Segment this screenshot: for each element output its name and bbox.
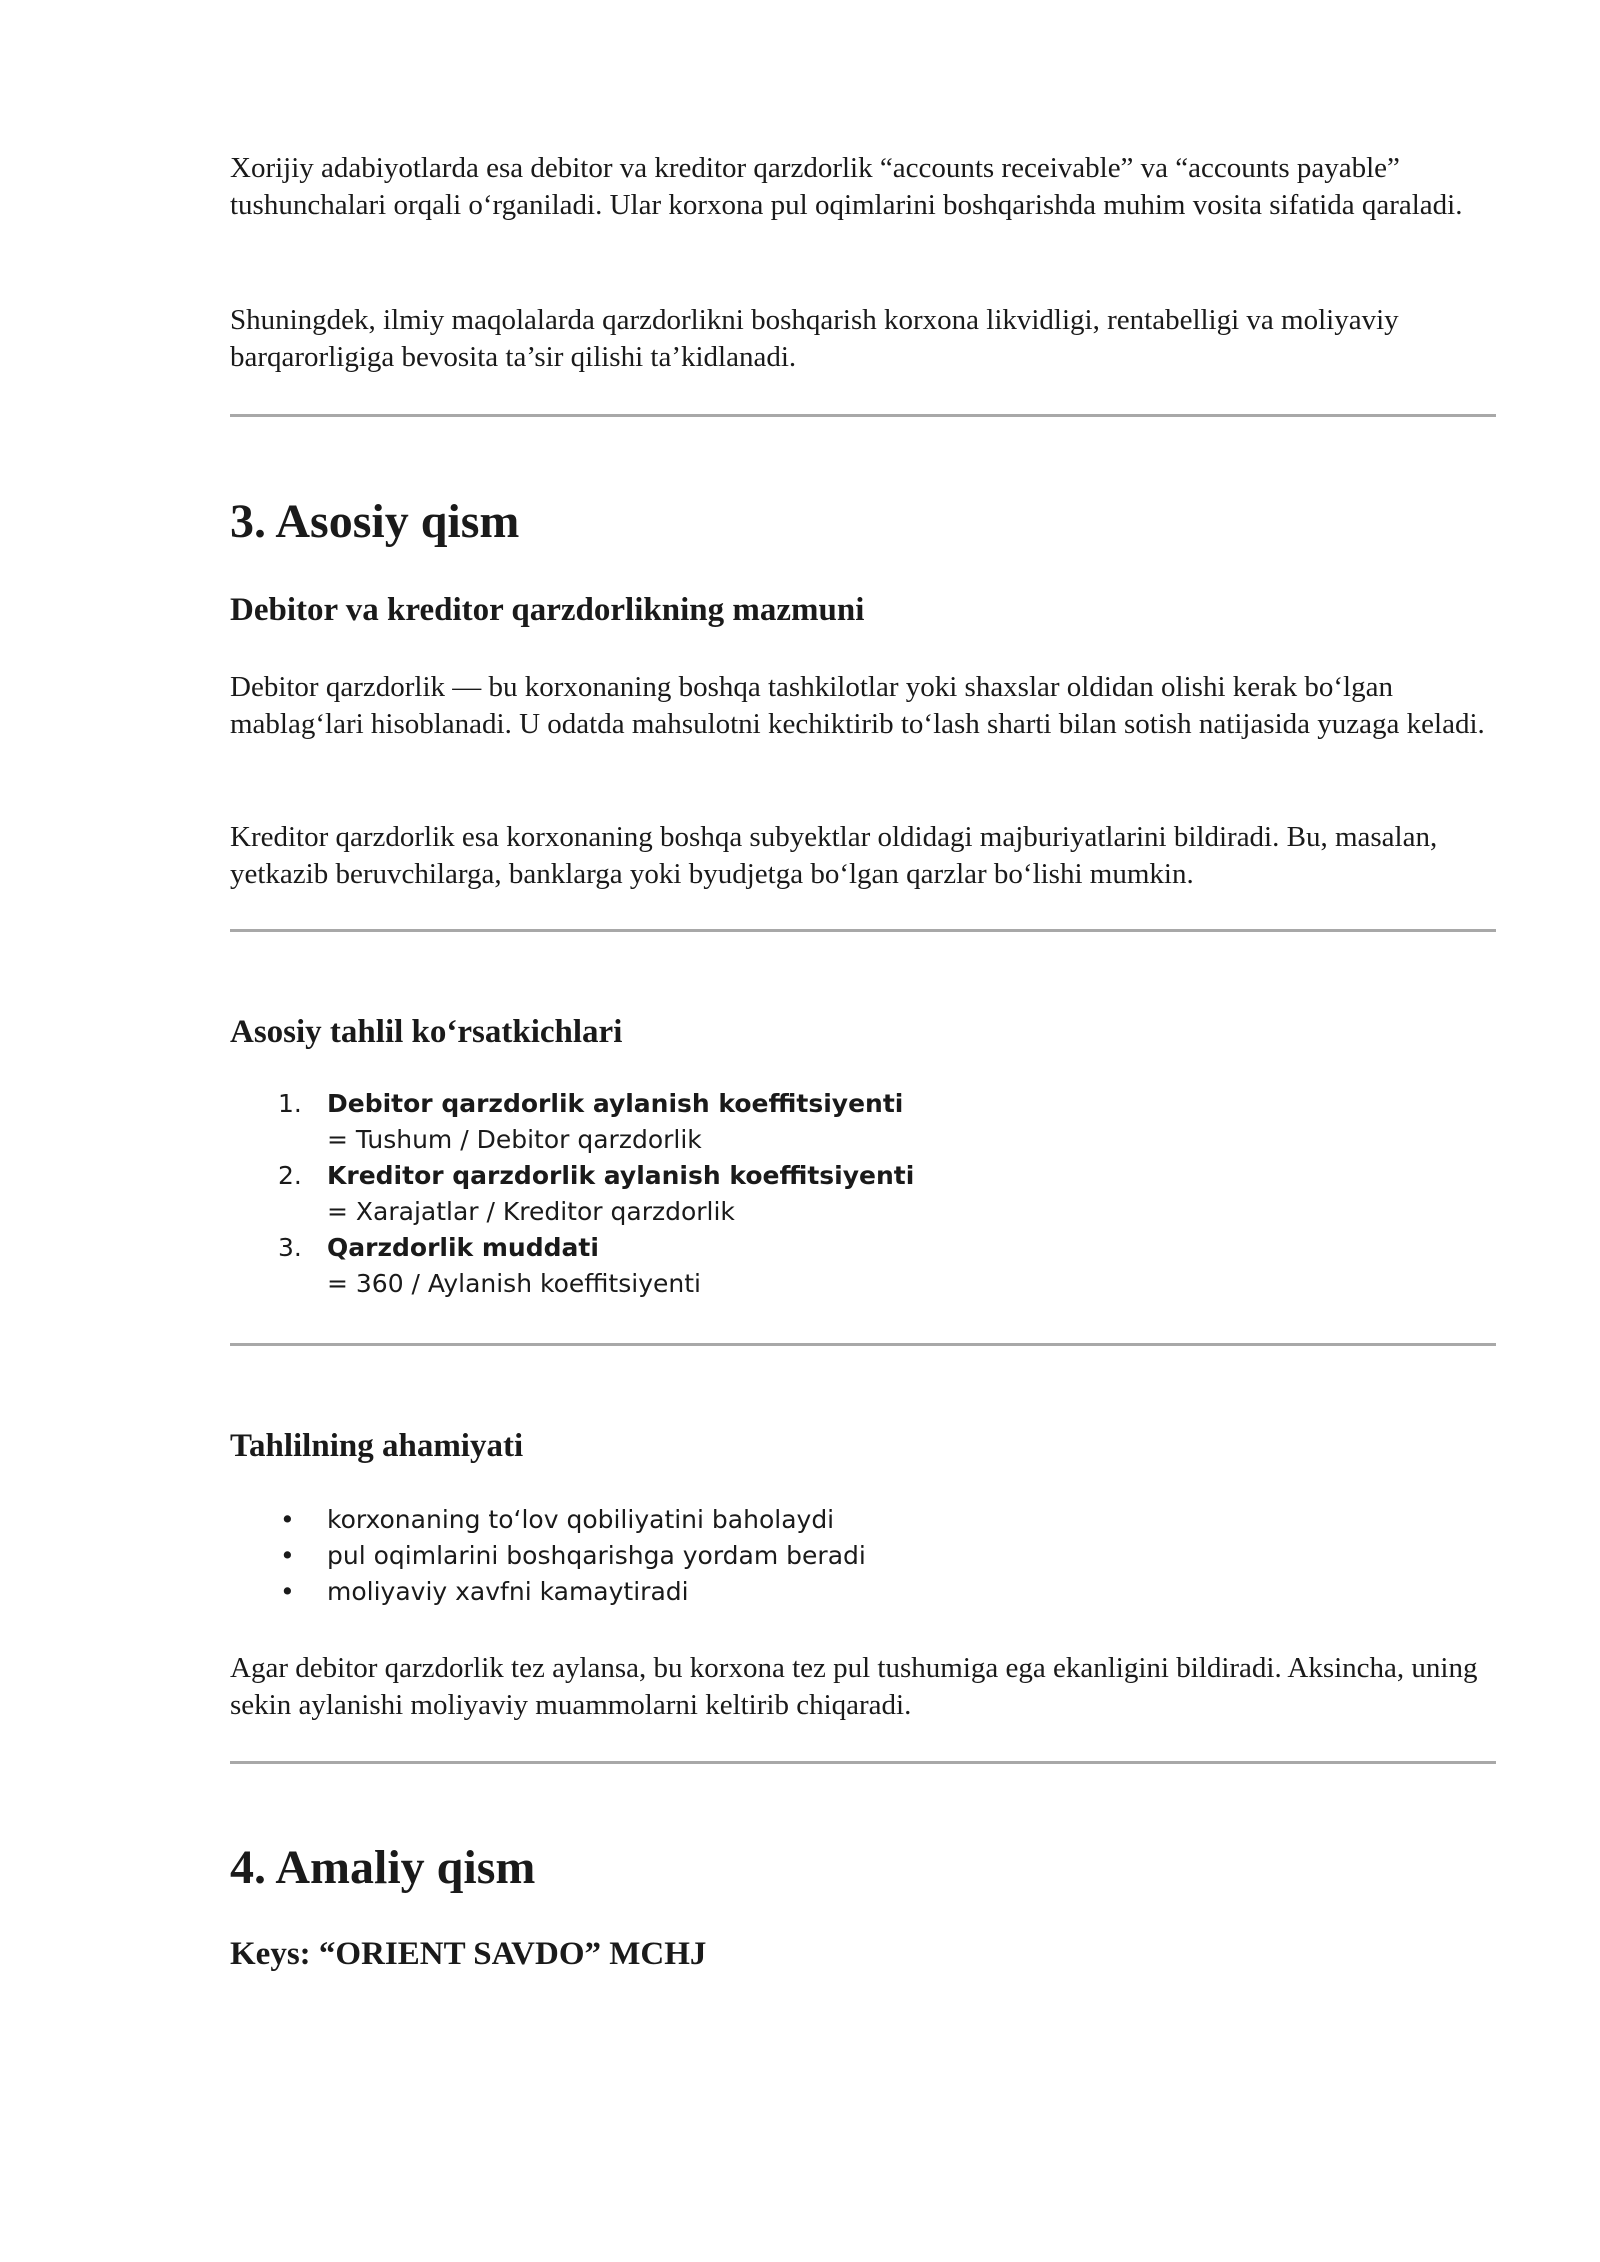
case-title: Keys: “ORIENT SAVDO” MCHJ	[230, 1936, 707, 1972]
list-item-number: 1.	[278, 1089, 302, 1118]
section-3-title: 3. Asosiy qism	[230, 495, 520, 548]
indicators-list	[230, 1086, 1430, 1302]
divider	[230, 1343, 1496, 1346]
intro-paragraph-2	[230, 302, 1500, 376]
intro-paragraph-2-text: Shuningdek, ilmiy maqolalarda qarzdorlikni boshqarish korxona likvidligi, rentabelligi va moliyaviy barqarorligiga bevosita ta’sir qilishi ta’kidlanadi.	[230, 304, 1399, 373]
debitor-paragraph-text: Debitor qarzdorlik — bu korxonaning boshqa tashkilotlar yoki shaxslar oldidan olishi kerak bo‘lgan mablag‘lari hisoblanadi. U odatda mahsulotni kechiktirib to‘lash sharti bilan sotish natijasida yuzaga keladi.	[230, 671, 1485, 740]
divider	[230, 929, 1496, 932]
intro-paragraph-1-text: Xorijiy adabiyotlarda esa debitor va kreditor qarzdorlik “accounts receivable” va “accounts payable” tushunchalari orqali o‘rganiladi. Ular korxona pul oqimlarini boshqarishda muhim vosita sifatida qaraladi.	[230, 152, 1463, 221]
subsection-heading-ahamiyati	[230, 1426, 1500, 1466]
bullet-icon: •	[280, 1577, 295, 1606]
list-item-name: Debitor qarzdorlik aylanish koeffitsiyenti	[327, 1089, 904, 1118]
divider	[230, 414, 1496, 417]
list-item-number: 3.	[278, 1233, 302, 1262]
list-item	[230, 1502, 1430, 1538]
list-item-formula-row	[230, 1122, 1430, 1158]
intro-paragraph-1	[230, 150, 1500, 224]
bullet-icon: •	[280, 1541, 295, 1570]
list-item	[230, 1538, 1430, 1574]
subsection-title-korsatkichlar: Asosiy tahlil ko‘rsatkichlari	[230, 1014, 623, 1050]
list-item	[230, 1230, 1430, 1266]
list-item-name: Kreditor qarzdorlik aylanish koeffitsiyenti	[327, 1161, 915, 1190]
list-item	[230, 1574, 1430, 1610]
list-item-number: 2.	[278, 1161, 302, 1190]
list-item	[230, 1158, 1430, 1194]
subsection-heading-korsatkichlar	[230, 1012, 1500, 1052]
list-item-formula: = 360 / Aylanish koeffitsiyenti	[327, 1269, 701, 1298]
list-item-text: pul oqimlarini boshqarishga yordam beradi	[327, 1541, 866, 1570]
list-item-text: moliyaviy xavfni kamaytiradi	[327, 1577, 689, 1606]
list-item-formula: = Tushum / Debitor qarzdorlik	[327, 1125, 702, 1154]
subsection-heading-mazmuni	[230, 590, 1500, 630]
subsection-title-ahamiyati: Tahlilning ahamiyati	[230, 1428, 524, 1464]
conclusion-paragraph-text: Agar debitor qarzdorlik tez aylansa, bu korxona tez pul tushumiga ega ekanligini bildiradi. Aksincha, uning sekin aylanishi moliyaviy muammolarni keltirib chiqaradi.	[230, 1652, 1478, 1721]
kreditor-paragraph-text: Kreditor qarzdorlik esa korxonaning boshqa subyektlar oldidagi majburiyatlarini bildiradi. Bu, masalan, yetkazib beruvchilarga, banklarga yoki byudjetga bo‘lgan qarzlar bo‘lishi mumkin.	[230, 821, 1438, 890]
list-item	[230, 1086, 1430, 1122]
list-item-name: Qarzdorlik muddati	[327, 1233, 599, 1262]
list-item-formula-row	[230, 1266, 1430, 1302]
divider	[230, 1761, 1496, 1764]
section-4-heading	[230, 1840, 1500, 1896]
debitor-paragraph	[230, 669, 1500, 743]
section-4-title: 4. Amaliy qism	[230, 1841, 536, 1894]
subsection-title-mazmuni: Debitor va kreditor qarzdorlikning mazmuni	[230, 592, 865, 628]
section-3-heading	[230, 494, 1500, 550]
importance-list	[230, 1502, 1430, 1610]
list-item-formula: = Xarajatlar / Kreditor qarzdorlik	[327, 1197, 735, 1226]
list-item-text: korxonaning to‘lov qobiliyatini baholaydi	[327, 1505, 835, 1534]
list-item-formula-row	[230, 1194, 1430, 1230]
case-heading	[230, 1934, 1500, 1974]
conclusion-paragraph	[230, 1650, 1500, 1724]
kreditor-paragraph	[230, 819, 1500, 893]
bullet-icon: •	[280, 1505, 295, 1534]
